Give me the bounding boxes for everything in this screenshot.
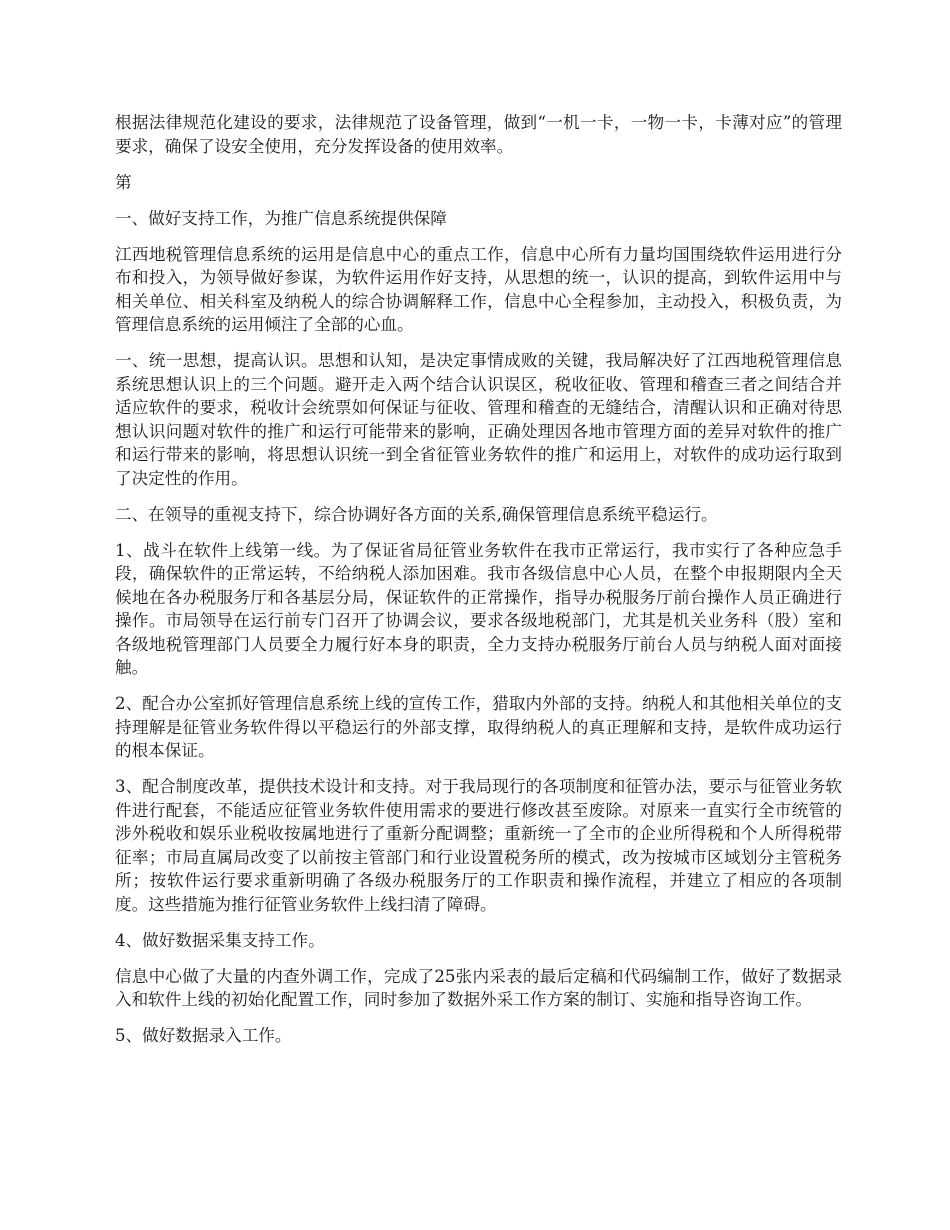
paragraph-item-2: 2、配合办公室抓好管理信息系统上线的宣传工作，猎取内外部的支持。纳税人和其他相关单位的支持理解是征管业务软件得以平稳运行的外部支撑，取得纳税人的真正理解和支持，是软件成功运行的根本保证。: [115, 694, 842, 760]
paragraph-item-5-heading: 5、做好数据录入工作。: [115, 1026, 292, 1045]
paragraph-data-collection: 信息中心做了大量的内查外调工作，完成了25张内采表的最后定稿和代码编制工作，做好了数据录入和软件上线的初始化配置工作，同时参加了数据外采工作方案的制订、实施和指导咨询工作。: [115, 966, 842, 1009]
document-body: [115, 111, 842, 1060]
paragraph-item-4-heading: 4、做好数据采集支持工作。: [115, 930, 325, 950]
paragraph-fragment: 第: [115, 172, 132, 192]
paragraph-unify-thinking: 一、统一思想，提高认识。思想和认知，是决定事情成败的关键，我局解决好了江西地税管理信息系统思想认识上的三个问题。避开走入两个结合认识误区，税收征收、管理和稽查三者之间结合并适应软件的要求，税收计会统票如何保证与征收、管理和稽查的无缝结合，清醒认识和正确对待思想认识问题对软件的推广和运行可能带来的影响，正确处理因各地市管理方面的差异对软件的推广和运行带来的影响，将思想认识统一到全省征管业务软件的推广和运用上，对软件的成功运行取到了决定性的作用。: [115, 351, 842, 488]
paragraph-item-1: 1、战斗在软件上线第一线。为了保证省局征管业务软件在我市正常运行，我市实行了各种应急手段，确保软件的正常运转，不给纳税人添加困难。我市各级信息中心人员，在整个申报期限内全天候地在各办税服务厅和各基层分局，保证软件的正常操作，指导办税服务厅前台操作人员正确进行操作。市局领导在运行前专门召开了协调会议，要求各级地税部门，尤其是机关业务科（股）室和各级地税管理部门人员要全力履行好本身的职责，全力支持办税服务厅前台人员与纳税人面对面接触。: [115, 540, 842, 677]
paragraph-system-usage: 江西地税管理信息系统的运用是信息中心的重点工作，信息中心所有力量均国围绕软件运用进行分布和投入，为领导做好参谋，为软件运用作好支持，从思想的统一，认识的提高，到软件运用中与相关单位、相关科室及纳税人的综合协调解释工作，信息中心全程参加，主动投入，积极负责，为管理信息系统的运用倾注了全部的心血。: [115, 244, 842, 334]
paragraph-item-3: 3、配合制度改革，提供技术设计和支持。对于我局现行的各项制度和征管办法，要示与征管业务软件进行配套，不能适应征管业务软件使用需求的要进行修改甚至废除。对原来一直实行全市统管的涉外税收和娱乐业税收按属地进行了重新分配调整；重新统一了全市的企业所得税和个人所得税带征率；市局直属局改变了以前按主管部门和行业设置税务所的模式，改为按城市区域划分主管税务所；按软件运行要求重新明确了各级办税服务厅的工作职责和操作流程，并建立了相应的各项制度。这些措施为推行征管业务软件上线扫清了障碍。: [115, 777, 842, 914]
paragraph-device-management: 根据法律规范化建设的要求，法律规范了设备管理，做到“一机一卡，一物一卡，卡薄对应”的管理要求，确保了设安全使用，充分发挥设备的使用效率。: [115, 113, 842, 156]
section-heading-coordination: 二、在领导的重视支持下，综合协调好各方面的关系,确保管理信息系统平稳运行。: [115, 504, 718, 524]
section-heading-support: 一、做好支持工作，为推广信息系统提供保障: [115, 208, 447, 228]
